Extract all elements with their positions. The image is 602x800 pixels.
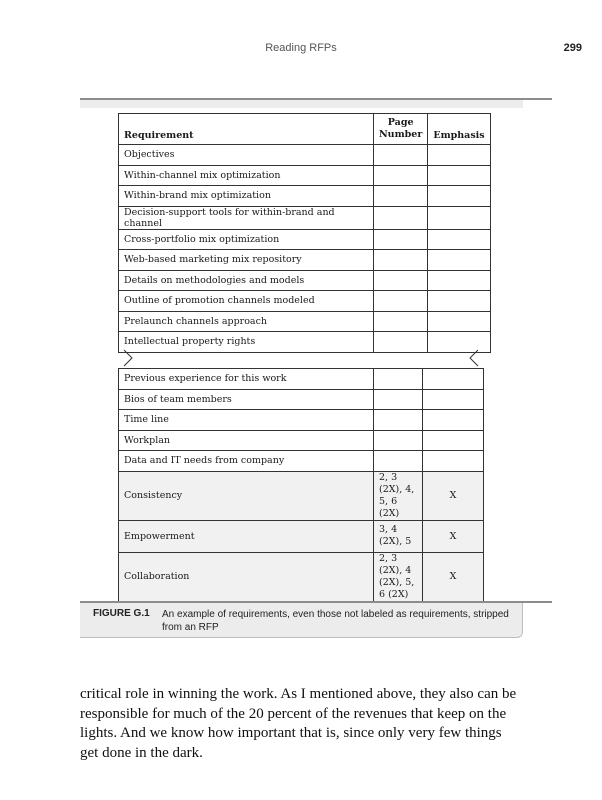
emphasis-cell bbox=[423, 430, 484, 451]
page-number-cell bbox=[374, 389, 423, 410]
page-number-cell: 2, 3 (2X), 4, 5, 6 (2X) bbox=[374, 471, 423, 520]
requirement-cell: Web-based marketing mix repository bbox=[119, 250, 374, 271]
table-row bbox=[119, 250, 491, 271]
page-number-cell bbox=[374, 250, 428, 271]
emphasis-cell bbox=[423, 389, 484, 410]
page-number-cell bbox=[374, 145, 428, 166]
emphasis-cell: X bbox=[423, 520, 484, 552]
figure-label: FIGURE G.1 bbox=[93, 608, 150, 619]
emphasis-cell bbox=[428, 186, 490, 207]
emphasis-cell bbox=[428, 206, 490, 229]
table-row bbox=[119, 206, 491, 229]
table-row bbox=[119, 430, 484, 451]
column-header-requirement: Requirement bbox=[119, 114, 374, 145]
table-row bbox=[119, 552, 484, 601]
emphasis-cell bbox=[428, 291, 490, 312]
body-paragraph: critical role in winning the work. As I mentioned above, they also can be responsible for much of the 20 percent of the revenues that keep on the lights. And we know how important that is, since only very few things get done in the dark. bbox=[80, 686, 517, 761]
table-row bbox=[119, 291, 491, 312]
requirement-cell: Outline of promotion channels modeled bbox=[119, 291, 374, 312]
table-row bbox=[119, 389, 484, 410]
page-number-cell bbox=[374, 165, 428, 186]
column-header-emphasis: Emphasis bbox=[428, 114, 490, 145]
table-row bbox=[119, 165, 491, 186]
requirement-cell: Workplan bbox=[119, 430, 374, 451]
page-number-cell bbox=[374, 270, 428, 291]
break-zigzag-right bbox=[470, 350, 478, 366]
table-row bbox=[119, 270, 491, 291]
emphasis-cell bbox=[423, 451, 484, 472]
table-break-marker bbox=[118, 348, 484, 368]
emphasis-cell bbox=[428, 229, 490, 250]
emphasis-cell bbox=[428, 145, 490, 166]
table-row bbox=[119, 311, 491, 332]
requirement-cell: Objectives bbox=[119, 145, 374, 166]
emphasis-cell bbox=[423, 369, 484, 390]
requirement-cell: Collaboration bbox=[119, 552, 374, 601]
emphasis-cell bbox=[423, 410, 484, 431]
table-row bbox=[119, 369, 484, 390]
requirement-cell: Empowerment bbox=[119, 520, 374, 552]
table-row bbox=[119, 145, 491, 166]
table-header-row bbox=[119, 114, 491, 145]
requirement-cell: Decision-support tools for within-brand and channel bbox=[119, 206, 374, 229]
requirement-cell: Previous experience for this work bbox=[119, 369, 374, 390]
requirement-cell: Details on methodologies and models bbox=[119, 270, 374, 291]
requirements-table-top bbox=[118, 113, 491, 353]
page-number-cell bbox=[374, 311, 428, 332]
table-row bbox=[119, 520, 484, 552]
break-zigzag-left bbox=[124, 350, 132, 366]
table-row bbox=[119, 410, 484, 431]
page-number-cell bbox=[374, 186, 428, 207]
page-number: 299 bbox=[563, 42, 582, 54]
requirement-cell: Bios of team members bbox=[119, 389, 374, 410]
requirement-cell: Cross-portfolio mix optimization bbox=[119, 229, 374, 250]
requirement-cell: Intellectual property rights bbox=[119, 332, 374, 353]
page-number-cell bbox=[374, 451, 423, 472]
table-row bbox=[119, 229, 491, 250]
requirement-cell: Time line bbox=[119, 410, 374, 431]
table-row bbox=[119, 451, 484, 472]
emphasis-cell: X bbox=[423, 552, 484, 601]
table-row bbox=[119, 471, 484, 520]
emphasis-cell bbox=[428, 311, 490, 332]
page-number-cell bbox=[374, 229, 428, 250]
page-number-cell: 3, 4 (2X), 5 bbox=[374, 520, 423, 552]
figure-caption: An example of requirements, even those not labeled as requirements, stripped from an RFP bbox=[162, 609, 509, 633]
emphasis-cell bbox=[428, 250, 490, 271]
requirement-cell: Within-brand mix optimization bbox=[119, 186, 374, 207]
table-row bbox=[119, 186, 491, 207]
page-number-cell bbox=[374, 430, 423, 451]
column-header-page-number: Page Number bbox=[374, 114, 428, 145]
figure-top-band bbox=[80, 100, 523, 108]
requirement-cell: Data and IT needs from company bbox=[119, 451, 374, 472]
emphasis-cell bbox=[428, 165, 490, 186]
emphasis-cell bbox=[428, 270, 490, 291]
requirement-cell: Prelaunch channels approach bbox=[119, 311, 374, 332]
requirement-cell: Consistency bbox=[119, 471, 374, 520]
page-number-cell: 2, 3 (2X), 4 (2X), 5, 6 (2X) bbox=[374, 552, 423, 601]
page-number-cell bbox=[374, 369, 423, 390]
requirements-table-bottom bbox=[118, 368, 484, 602]
running-header-title: Reading RFPs bbox=[265, 42, 337, 54]
requirement-cell: Within-channel mix optimization bbox=[119, 165, 374, 186]
page-number-cell bbox=[374, 206, 428, 229]
page-number-cell bbox=[374, 410, 423, 431]
page-number-cell bbox=[374, 291, 428, 312]
emphasis-cell: X bbox=[423, 471, 484, 520]
